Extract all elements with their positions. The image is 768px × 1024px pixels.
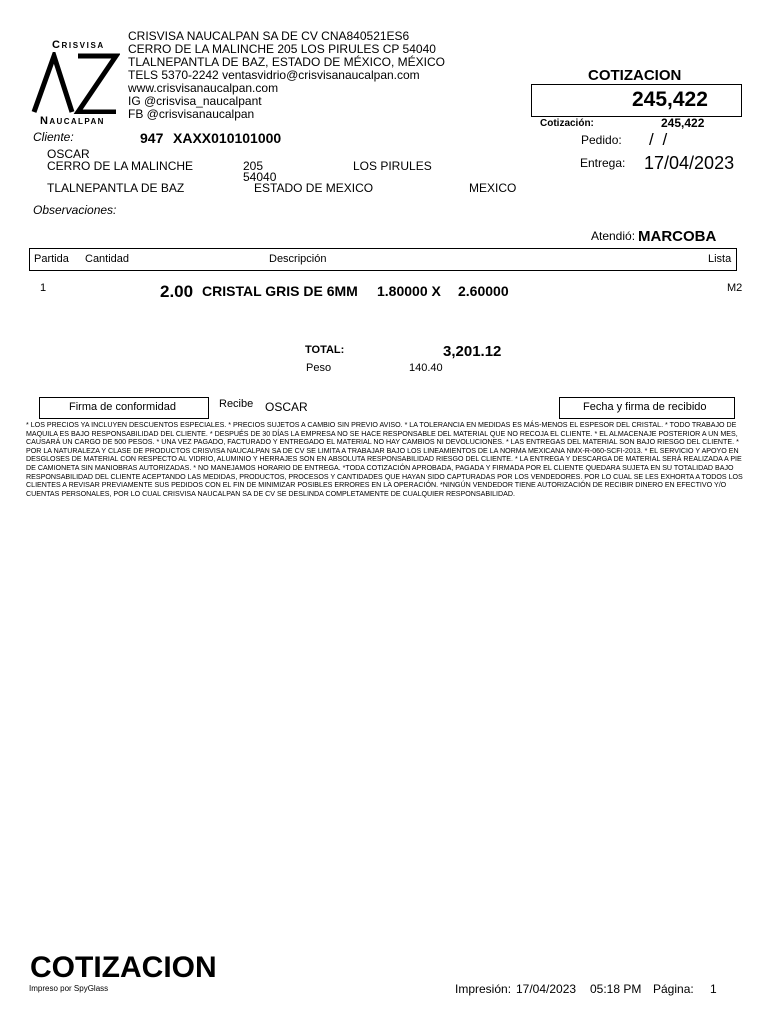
- legal-terms: * LOS PRECIOS YA INCLUYEN DESCUENTOS ESPECIALES. * PRECIOS SUJETOS A CAMBIO SIN PREVIO AVISO. * LA TOLERANCIA EN MEDIDAS ES MÁS-MENOS EL ESPESOR DEL CRISTAL. * TODO TRABAJO DE MAQUILA ES BAJO RESPONSABILIDAD DEL CLIENTE. * DESPUÉS DE 30 DÍAS LA EMPRESA NO SE HACE RESPONSABLE DEL MATERIAL QUE NO RECOJA EL CLIENTE. * EL ALMACENAJE POSTERIOR A UN MES, CAUSARÁ UN CARGO DE 500 PESOS. * UNA VEZ PAGADO, FACTURADO Y ENTREGADO EL MATERIAL NO HAY CAMBIOS NI DEVOLUCIONES. * LAS ENTREGAS DEL MATERIAL SON BAJO RIESGO DEL CLIENTE. * POR LA NATURALEZA Y CLASE DE PRODUCTOS CRISVISA NAUCALPAN SA DE CV SE LIMITA A TRABAJAR BAJO LOS LINEAMIENTOS DE LA NORMA MEXICANA NMX-R-060-SCFI-2013. * EL SERVICIO Y APOYO EN DESGLOSES DE MATERIAL CON RESPECTO AL VIDRIO, ALUMINIO Y HERRAJES SON EN ABSOLUTA RESPONSABILIDAD RIESGO DEL CLIENTE. * LA ENTREGA Y DESCARGA DE MATERIAL SERÁ REALIZADA A PIE DE CAMIONETA SIN MANIOBRAS AUTORIZADAS. * NO MANEJAMOS HORARIO DE ENTREGA. *TODA COTIZACIÓN APROBADA, PAGADA Y FIRMADA POR EL CLIENTE QUEDARA SUJETA EN SU TOTALIDAD BAJO RESPONSABILIDAD DEL CLIENTE ACEPTANDO LAS MEDIDAS, PRODUCTOS, PROCESOS Y CANTIDADES QUE HAYAN SIDO CAPTURADAS POR LOS VENDEDORES. POR LO CUAL SE LES EXHORTA A TODOS LOS CLIENTES A REVISAR PREVIAMENTE SUS PEDIDOS CON EL FIN DE MINIMIZAR POSIBLES ERRORES EN LA OPERACIÓN. *NINGÚN VENDEDOR TIENE AUTORIZACIÓN DE RECIBIR DINERO EN EFECTIVO Y/O CUENTAS PERSONALES, POR LO CUAL CRISVISA NAUCALPAN SA DE CV SE DESLINDA COMPLETAMENTE DE CUALQUIER RESPONSABILIDAD.: [26, 421, 743, 498]
- client-rfc: XAXX010101000: [173, 130, 282, 146]
- company-line-1: CRISVISA NAUCALPAN SA DE CV CNA840521ES6: [128, 29, 410, 43]
- impresion-label: Impresión:: [455, 982, 512, 996]
- fecha-label: Fecha y firma de recibido: [583, 401, 707, 413]
- cliente-label: Cliente:: [33, 130, 74, 144]
- row-partida: 1: [40, 282, 47, 294]
- company-line-7: FB @crisvisanaucalpan: [128, 107, 255, 121]
- company-line-6: IG @crisvisa_naucalpant: [128, 94, 262, 108]
- observaciones-label: Observaciones:: [33, 203, 117, 217]
- client-country: MEXICO: [469, 181, 517, 195]
- entrega-label: Entrega:: [580, 156, 626, 170]
- client-id: 947: [140, 130, 164, 146]
- logo-bottom-text: Naucalpan: [40, 115, 105, 127]
- company-line-3: TLALNEPANTLA DE BAZ, ESTADO DE MÉXICO, MÉXICO: [128, 55, 445, 69]
- entrega-value: 17/04/2023: [644, 153, 735, 173]
- header-partida: Partida: [34, 253, 69, 265]
- company-logo: [30, 52, 120, 114]
- row-descripcion: CRISTAL GRIS DE 6MM: [202, 283, 358, 299]
- cotizacion-label: Cotización:: [540, 118, 594, 129]
- row-unidad: M2: [727, 282, 743, 294]
- impresion-date: 17/04/2023: [516, 982, 577, 996]
- recibe-value: OSCAR: [265, 400, 308, 414]
- pagina-value: 1: [710, 982, 717, 996]
- header-lista: Lista: [708, 253, 732, 265]
- row-dim1: 1.80000 X: [377, 283, 441, 299]
- recibe-label: Recibe: [219, 398, 254, 410]
- header-descripcion: Descripción: [269, 253, 327, 265]
- company-line-2: CERRO DE LA MALINCHE 205 LOS PIRULES CP 54040: [128, 42, 436, 56]
- client-cp: 54040: [243, 170, 277, 184]
- table-header: [29, 248, 737, 271]
- pagina-label: Página:: [653, 982, 694, 996]
- row-cantidad: 2.00: [160, 282, 194, 301]
- total-label: TOTAL:: [305, 344, 345, 356]
- client-street: CERRO DE LA MALINCHE: [47, 159, 194, 173]
- peso-label: Peso: [306, 362, 332, 374]
- row-dim2: 2.60000: [458, 283, 509, 299]
- firma-label: Firma de conformidad: [69, 401, 176, 413]
- printed-by: Impreso por SpyGlass: [29, 984, 109, 993]
- client-city: TLALNEPANTLA DE BAZ: [47, 181, 185, 195]
- client-name: OSCAR: [47, 147, 90, 161]
- document-title: COTIZACION: [588, 67, 682, 84]
- client-colony: LOS PIRULES: [353, 159, 432, 173]
- cotizacion-value: 245,422: [661, 116, 705, 130]
- pedido-label: Pedido:: [581, 133, 622, 147]
- pedido-value: / /: [649, 130, 668, 149]
- atendio-value: MARCOBA: [638, 228, 717, 245]
- total-value: 3,201.12: [443, 343, 502, 360]
- quote-number: 245,422: [632, 88, 708, 111]
- client-state: ESTADO DE MEXICO: [254, 181, 374, 195]
- client-number: 205: [243, 159, 264, 173]
- impresion-time: 05:18 PM: [590, 982, 642, 996]
- logo-top-text: Crisvisa: [52, 39, 105, 51]
- company-line-5: www.crisvisanaucalpan.com: [128, 81, 279, 95]
- header-cantidad: Cantidad: [85, 253, 130, 265]
- company-line-4: TELS 5370-2242 ventasvidrio@crisvisanaucalpan.com: [128, 68, 420, 82]
- footer-title: COTIZACION: [30, 951, 217, 984]
- atendio-label: Atendió:: [591, 229, 636, 243]
- peso-value: 140.40: [409, 362, 443, 374]
